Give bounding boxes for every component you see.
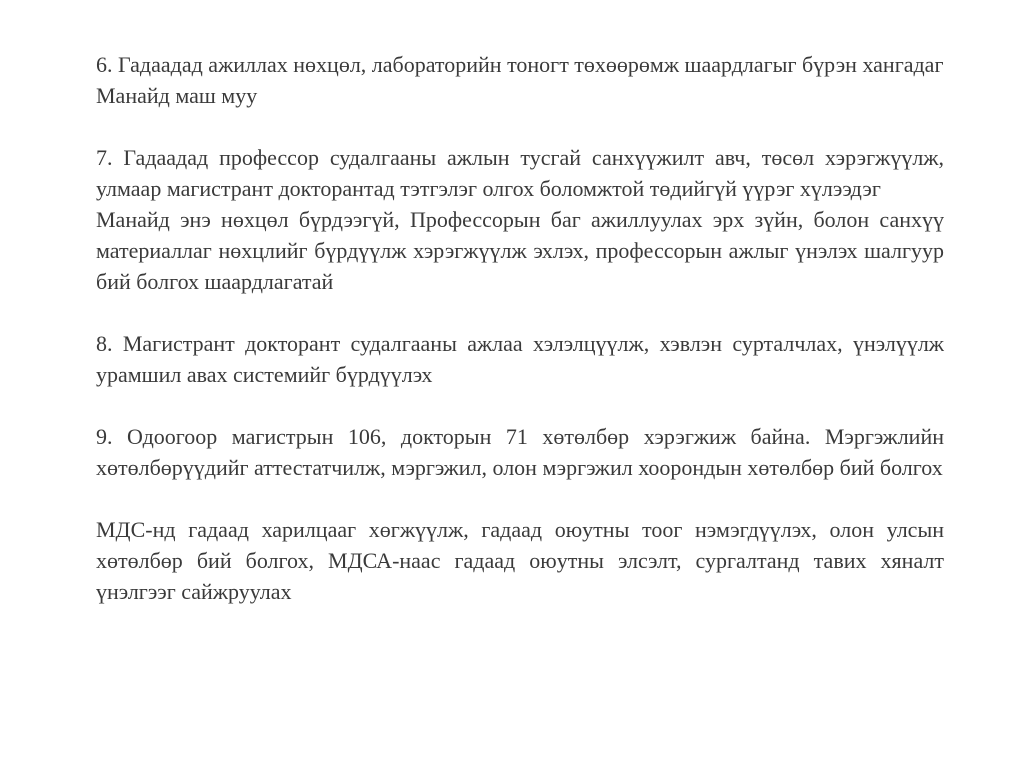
section-6-heading: 6. Гадаадад ажиллах нөхцөл, лабораторийн тоногт төхөөрөмж шаардлагыг бүрэн хангадаг: [96, 52, 944, 77]
paragraph-spacer: [96, 483, 944, 514]
section-6-comment: Манайд маш муу: [96, 83, 258, 108]
paragraph-spacer: [96, 111, 944, 142]
section-7-comment: Манайд энэ нөхцөл бүрдээгүй, Профессорын баг ажиллуулах эрх зүйн, болон санхүү материаллаг нөхцлийг бүрдүүлж хэрэгжүүлж эхлэх, профессорын ажлыг үнэлэх шалгуур бий болгох шаардлагатай: [96, 207, 944, 294]
section-8-heading: 8. Магистрант докторант судалгааны ажлаа хэлэлцүүлж, хэвлэн сурталчлах, үнэлүүлж урамшил авах системийг бүрдүүлэх: [96, 331, 944, 387]
slide-text-body: [96, 49, 944, 607]
section-9-heading: 9. Одоогоор магистрын 106, докторын 71 хөтөлбөр хэрэгжиж байна. Мэргэжлийн хөтөлбөрүүдийг аттестатчилж, мэргэжил, олон мэргэжил хоорондын хөтөлбөр бий болгох: [96, 424, 944, 480]
section-7-heading: 7. Гадаадад профессор судалгааны ажлын тусгай санхүүжилт авч, төсөл хэрэгжүүлж, улмаар магистрант докторантад тэтгэлэг олгох боломжтой төдийгүй үүрэг хүлээдэг: [96, 145, 944, 201]
paragraph-spacer: [96, 390, 944, 421]
paragraph-spacer: [96, 297, 944, 328]
section-mds-heading: МДС-нд гадаад харилцааг хөгжүүлж, гадаад оюутны тоог нэмэгдүүлэх, олон улсын хөтөлбөр бий болгох, МДСА-наас гадаад оюутны элсэлт, сургалтанд тавих хяналт үнэлгээг сайжруулах: [96, 517, 944, 604]
